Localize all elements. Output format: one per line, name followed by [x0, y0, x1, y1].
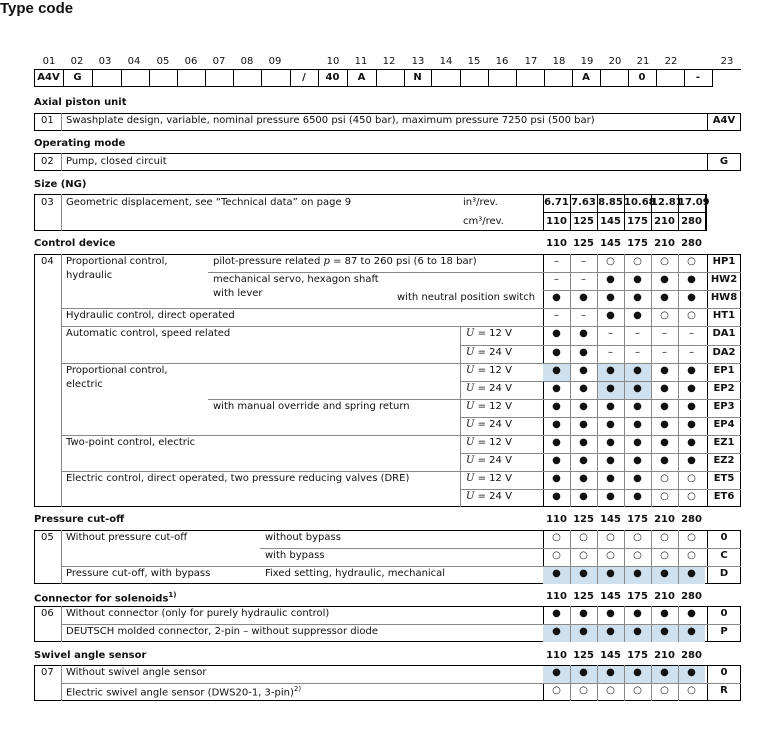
- option-code: HT1: [712, 310, 736, 322]
- type-code-position-label: 06: [184, 56, 198, 67]
- label-hydraulic-direct: Hydraulic control, direct operated: [66, 310, 235, 322]
- availability-symbol: ○: [660, 256, 669, 267]
- label-automatic: Automatic control, speed related: [66, 328, 231, 340]
- availability-symbol: ●: [552, 608, 561, 619]
- option-code: DA1: [712, 328, 736, 340]
- ng-header-175: 175: [627, 514, 648, 525]
- availability-symbol: ●: [552, 328, 561, 340]
- option-code: ET5: [713, 473, 735, 485]
- availability-symbol: ○: [633, 532, 642, 543]
- availability-symbol: ●: [687, 626, 696, 637]
- availability-symbol: –: [662, 328, 667, 340]
- size-unit-cm3: cm³/rev.: [463, 216, 504, 227]
- type-code-cell: [205, 69, 234, 87]
- size-cm3-value: 280: [681, 216, 702, 227]
- type-code-cell: A4V: [34, 69, 64, 87]
- label-prop-hydraulic: Proportional control,: [66, 256, 168, 267]
- availability-symbol: ○: [579, 532, 588, 543]
- availability-symbol: ●: [633, 364, 642, 376]
- availability-symbol: ●: [552, 364, 561, 376]
- ng-header-145: 145: [600, 591, 621, 602]
- section-title-size: Size (NG): [34, 179, 87, 190]
- availability-symbol: ○: [606, 256, 615, 267]
- axial-code: A4V: [712, 115, 736, 126]
- label-without-connector: Without connector (only for purely hydraulic control): [66, 608, 330, 619]
- availability-symbol: ●: [606, 667, 615, 678]
- type-code-cell: [233, 69, 262, 87]
- ng-header-210: 210: [654, 238, 675, 249]
- availability-symbol: –: [581, 256, 586, 267]
- availability-symbol: ●: [579, 473, 588, 485]
- availability-symbol: ●: [633, 491, 642, 503]
- ng-header-145: 145: [600, 514, 621, 525]
- ng-header-110: 110: [546, 514, 567, 525]
- ng-header-210: 210: [654, 650, 675, 661]
- availability-symbol: ●: [552, 400, 561, 412]
- availability-symbol: ●: [606, 626, 615, 637]
- option-code: 0: [720, 667, 728, 678]
- availability-symbol: ●: [633, 667, 642, 678]
- type-code-position-label: 14: [439, 56, 453, 67]
- size-in3-value: 6.71: [544, 197, 569, 208]
- section-title-axial: Axial piston unit: [34, 97, 127, 108]
- connector-index: 06: [41, 608, 54, 619]
- availability-symbol: ○: [606, 532, 615, 543]
- availability-symbol: ●: [633, 274, 642, 286]
- availability-symbol: ●: [552, 491, 561, 503]
- label-two-point: Two-point control, electric: [66, 437, 196, 448]
- availability-symbol: ●: [660, 382, 669, 394]
- label-neutral-switch: with neutral position switch: [397, 292, 536, 304]
- type-code-position-label: 08: [240, 56, 254, 67]
- ng-header-125: 125: [573, 650, 594, 661]
- availability-symbol: ○: [660, 491, 669, 503]
- size-in3-value: 8.85: [598, 197, 623, 208]
- size-in3-value: 7.63: [571, 197, 596, 208]
- availability-symbol: ●: [579, 382, 588, 394]
- availability-symbol: ●: [606, 491, 615, 503]
- availability-symbol: ○: [606, 685, 615, 696]
- availability-symbol: ●: [606, 568, 615, 579]
- ng-header-175: 175: [627, 238, 648, 249]
- voltage-label: U = 12 V: [466, 473, 512, 485]
- availability-symbol: ●: [633, 418, 642, 430]
- option-code: D: [719, 568, 729, 579]
- axial-index: 01: [41, 115, 54, 126]
- availability-symbol: –: [581, 274, 586, 286]
- cutoff-index: 05: [41, 532, 54, 543]
- type-code-cell: A: [572, 69, 601, 87]
- availability-symbol: ●: [687, 364, 696, 376]
- axial-text: Swashplate design, variable, nominal pressure 6500 psi (450 bar), maximum pressure 7250 psi (500 bar): [66, 115, 595, 126]
- availability-symbol: ●: [660, 400, 669, 412]
- availability-symbol: ○: [552, 685, 561, 696]
- size-cm3-value: 210: [654, 216, 675, 227]
- ng-header-110: 110: [546, 591, 567, 602]
- type-code-cell: [121, 69, 150, 87]
- type-code-cell: [149, 69, 178, 87]
- availability-symbol: ●: [660, 608, 669, 619]
- page-title: Type code: [0, 0, 74, 17]
- availability-symbol: ○: [660, 550, 669, 561]
- availability-symbol: ●: [660, 667, 669, 678]
- availability-symbol: –: [608, 328, 613, 340]
- size-in3-value: 12.81: [651, 197, 683, 208]
- type-code-position-label: 22: [664, 56, 678, 67]
- type-code-position-label: 01: [42, 56, 56, 67]
- ng-header-145: 145: [600, 238, 621, 249]
- availability-symbol: –: [554, 274, 559, 286]
- availability-symbol: ●: [687, 382, 696, 394]
- size-unit-in3: in³/rev.: [463, 197, 498, 208]
- availability-symbol: –: [581, 310, 586, 322]
- availability-symbol: ●: [579, 292, 588, 304]
- label-without-sensor: Without swivel angle sensor: [66, 667, 207, 678]
- size-text: Geometric displacement, see “Technical data” on page 9: [66, 197, 352, 208]
- label-pilot-pressure: pilot-pressure related p = 87 to 260 psi (6 to 18 bar): [213, 256, 477, 267]
- option-code: HW8: [710, 292, 738, 304]
- type-code-position-label: 02: [70, 56, 84, 67]
- availability-symbol: ○: [552, 550, 561, 561]
- availability-symbol: ●: [552, 667, 561, 678]
- availability-symbol: ●: [633, 310, 642, 322]
- type-code-position-label: 03: [98, 56, 112, 67]
- availability-symbol: ●: [606, 292, 615, 304]
- ng-header-145: 145: [600, 650, 621, 661]
- size-in3-value: 17.09: [678, 197, 710, 208]
- availability-symbol: ●: [579, 400, 588, 412]
- type-code-cell: [656, 69, 685, 87]
- availability-symbol: ●: [579, 437, 588, 448]
- label-cutoff-with-bypass: Pressure cut-off, with bypass: [66, 568, 211, 579]
- availability-symbol: ●: [552, 473, 561, 485]
- availability-symbol: ●: [606, 437, 615, 448]
- section-title-cutoff: Pressure cut-off: [34, 514, 125, 525]
- operating-index: 02: [41, 156, 54, 167]
- type-code-cell: A: [347, 69, 377, 87]
- type-code-position-label: 09: [268, 56, 282, 67]
- type-code-position-label: 11: [354, 56, 368, 67]
- label-manual-override: with manual override and spring return: [213, 400, 410, 412]
- availability-symbol: ○: [633, 550, 642, 561]
- label-mechanical-servo: mechanical servo, hexagon shaft: [213, 274, 379, 286]
- type-code-position-label: 12: [382, 56, 396, 67]
- ng-header-280: 280: [681, 238, 702, 249]
- availability-symbol: ●: [687, 568, 696, 579]
- label-prop-electric: Proportional control,: [66, 364, 168, 376]
- availability-symbol: ●: [606, 418, 615, 430]
- availability-symbol: ●: [579, 608, 588, 619]
- availability-symbol: –: [554, 310, 559, 322]
- ng-header-175: 175: [627, 591, 648, 602]
- label-prop-hydraulic-2: hydraulic: [66, 270, 113, 281]
- availability-symbol: ●: [552, 418, 561, 430]
- availability-symbol: ●: [579, 455, 588, 467]
- type-code-cell: /: [290, 69, 319, 87]
- type-code-cell: N: [404, 69, 432, 87]
- availability-symbol: ●: [579, 491, 588, 503]
- ng-header-210: 210: [654, 591, 675, 602]
- label-without-cutoff: Without pressure cut-off: [66, 532, 188, 543]
- option-code: EZ1: [713, 437, 735, 448]
- type-code-position-label: 07: [212, 56, 226, 67]
- voltage-label: U = 12 V: [466, 364, 512, 376]
- availability-symbol: ●: [633, 473, 642, 485]
- type-code-position-label: 19: [580, 56, 594, 67]
- availability-symbol: ●: [687, 667, 696, 678]
- availability-symbol: ●: [633, 455, 642, 467]
- size-cm3-value: 110: [546, 216, 567, 227]
- availability-symbol: ●: [606, 400, 615, 412]
- label-deutsch-connector: DEUTSCH molded connector, 2-pin – without suppressor diode: [66, 626, 379, 637]
- availability-symbol: ●: [687, 292, 696, 304]
- availability-symbol: ○: [687, 532, 696, 543]
- availability-symbol: ●: [633, 292, 642, 304]
- size-cm3-value: 125: [573, 216, 594, 227]
- option-code: 0: [720, 608, 728, 619]
- availability-symbol: ●: [552, 346, 561, 358]
- voltage-label: U = 12 V: [466, 437, 512, 448]
- option-code: C: [720, 550, 728, 561]
- control-index: 04: [41, 256, 54, 267]
- availability-symbol: ●: [606, 473, 615, 485]
- label-with-bypass: with bypass: [265, 550, 325, 561]
- type-code-cell: [544, 69, 573, 87]
- availability-symbol: –: [635, 346, 640, 358]
- label-with-lever: with lever: [213, 288, 263, 300]
- option-code: 0: [720, 532, 728, 543]
- availability-symbol: ●: [660, 292, 669, 304]
- ng-header-280: 280: [681, 514, 702, 525]
- section-title-swivel: Swivel angle sensor: [34, 650, 147, 661]
- availability-symbol: –: [689, 346, 694, 358]
- availability-symbol: ●: [687, 274, 696, 286]
- type-code-cell: G: [63, 69, 93, 87]
- option-code: R: [720, 685, 728, 696]
- availability-symbol: –: [689, 328, 694, 340]
- label-prop-electric-2: electric: [66, 378, 103, 390]
- voltage-label: U = 12 V: [466, 400, 512, 412]
- option-code: DA2: [712, 346, 736, 358]
- availability-symbol: ●: [606, 455, 615, 467]
- availability-symbol: ●: [633, 400, 642, 412]
- type-code-position-label: 04: [127, 56, 141, 67]
- availability-symbol: ●: [552, 568, 561, 579]
- option-code: EP3: [713, 400, 735, 412]
- availability-symbol: –: [608, 346, 613, 358]
- type-code-cell: [92, 69, 122, 87]
- availability-symbol: ●: [660, 626, 669, 637]
- option-code: P: [720, 626, 728, 637]
- availability-symbol: ○: [687, 256, 696, 267]
- type-code-position-label: 05: [156, 56, 170, 67]
- type-code-cell: -: [684, 69, 713, 87]
- availability-symbol: –: [635, 328, 640, 340]
- availability-symbol: ●: [552, 292, 561, 304]
- type-code-cell: [488, 69, 517, 87]
- section-title-connector: Connector for solenoids$^{1)}$: [34, 591, 177, 605]
- availability-symbol: ●: [633, 382, 642, 394]
- availability-symbol: ●: [552, 455, 561, 467]
- option-code: HW2: [710, 274, 738, 286]
- size-in3-value: 10.68: [624, 197, 656, 208]
- availability-symbol: ○: [687, 310, 696, 322]
- availability-symbol: ●: [552, 437, 561, 448]
- availability-symbol: ○: [606, 550, 615, 561]
- availability-symbol: ○: [633, 256, 642, 267]
- label-dre: Electric control, direct operated, two pressure reducing valves (DRE): [66, 473, 410, 485]
- voltage-label: U = 12 V: [466, 328, 512, 340]
- availability-symbol: ●: [606, 608, 615, 619]
- type-code-position-label: 16: [495, 56, 509, 67]
- type-code-cell: [376, 69, 405, 87]
- type-code-position-label: 15: [467, 56, 481, 67]
- availability-symbol: ●: [660, 274, 669, 286]
- availability-symbol: ●: [606, 382, 615, 394]
- operating-code: G: [719, 156, 729, 167]
- availability-symbol: ●: [633, 437, 642, 448]
- availability-symbol: ●: [552, 382, 561, 394]
- type-code-position-label: 23: [720, 56, 734, 67]
- availability-symbol: ●: [687, 400, 696, 412]
- type-code-cell: [261, 69, 291, 87]
- availability-symbol: ●: [660, 437, 669, 448]
- availability-symbol: ○: [579, 685, 588, 696]
- ng-header-110: 110: [546, 650, 567, 661]
- size-index: 03: [41, 197, 54, 208]
- availability-symbol: ●: [579, 346, 588, 358]
- availability-symbol: ●: [687, 608, 696, 619]
- voltage-label: U = 24 V: [466, 382, 512, 394]
- ng-header-125: 125: [573, 514, 594, 525]
- operating-text: Pump, closed circuit: [66, 156, 167, 167]
- option-code: HP1: [712, 256, 736, 267]
- label-electric-sensor: Electric swivel angle sensor (DWS20-1, 3-pin)$^{2)}$: [66, 685, 302, 699]
- availability-symbol: ●: [660, 418, 669, 430]
- voltage-label: U = 24 V: [466, 455, 512, 467]
- availability-symbol: ●: [687, 418, 696, 430]
- size-cm3-value: 175: [627, 216, 648, 227]
- ng-header-125: 125: [573, 238, 594, 249]
- availability-symbol: ●: [660, 455, 669, 467]
- availability-symbol: ○: [552, 532, 561, 543]
- availability-symbol: ○: [687, 491, 696, 503]
- availability-symbol: ●: [579, 364, 588, 376]
- section-title-operating: Operating mode: [34, 138, 126, 149]
- option-code: EP2: [713, 382, 735, 394]
- availability-symbol: ●: [606, 310, 615, 322]
- ng-header-210: 210: [654, 514, 675, 525]
- swivel-index: 07: [41, 667, 54, 678]
- availability-symbol: ●: [579, 568, 588, 579]
- availability-symbol: ●: [660, 568, 669, 579]
- type-code-cell: 0: [628, 69, 657, 87]
- availability-symbol: ●: [633, 608, 642, 619]
- type-code-cell: 40: [318, 69, 348, 87]
- section-title-control: Control device: [34, 238, 116, 249]
- availability-symbol: ●: [606, 274, 615, 286]
- label-without-bypass: without bypass: [265, 532, 341, 543]
- availability-symbol: ○: [660, 473, 669, 485]
- voltage-label: U = 24 V: [466, 346, 512, 358]
- ng-header-280: 280: [681, 650, 702, 661]
- ng-header-110: 110: [546, 238, 567, 249]
- ng-header-175: 175: [627, 650, 648, 661]
- type-code-position-label: 10: [326, 56, 340, 67]
- availability-symbol: ○: [687, 473, 696, 485]
- type-code-cell: [600, 69, 629, 87]
- type-code-position-label: 17: [524, 56, 538, 67]
- ng-header-125: 125: [573, 591, 594, 602]
- option-code: EP4: [713, 418, 735, 430]
- availability-symbol: ○: [660, 685, 669, 696]
- type-code-cell: [431, 69, 461, 87]
- availability-symbol: ●: [579, 418, 588, 430]
- type-code-position-label: 21: [636, 56, 650, 67]
- label-fixed-setting: Fixed setting, hydraulic, mechanical: [265, 568, 446, 579]
- availability-symbol: ○: [687, 550, 696, 561]
- availability-symbol: –: [554, 256, 559, 267]
- availability-symbol: ●: [633, 626, 642, 637]
- availability-symbol: ●: [687, 437, 696, 448]
- availability-symbol: ○: [579, 550, 588, 561]
- availability-symbol: ○: [660, 310, 669, 322]
- voltage-label: U = 24 V: [466, 491, 512, 503]
- availability-symbol: –: [662, 346, 667, 358]
- option-code: ET6: [713, 491, 735, 503]
- type-code-cell: [177, 69, 206, 87]
- ng-header-280: 280: [681, 591, 702, 602]
- type-code-position-label: 18: [552, 56, 566, 67]
- voltage-label: U = 24 V: [466, 418, 512, 430]
- availability-symbol: ○: [660, 532, 669, 543]
- size-cm3-value: 145: [600, 216, 621, 227]
- type-code-position-label: 13: [411, 56, 425, 67]
- availability-symbol: ●: [633, 568, 642, 579]
- type-code-cell: [516, 69, 545, 87]
- option-code: EZ2: [713, 455, 735, 467]
- type-code-position-label: 20: [608, 56, 622, 67]
- availability-symbol: ○: [633, 685, 642, 696]
- type-code-cell: [460, 69, 489, 87]
- availability-symbol: ●: [579, 667, 588, 678]
- availability-symbol: ●: [687, 455, 696, 467]
- availability-symbol: ●: [660, 364, 669, 376]
- availability-symbol: ●: [552, 626, 561, 637]
- availability-symbol: ●: [579, 328, 588, 340]
- availability-symbol: ●: [606, 364, 615, 376]
- availability-symbol: ●: [579, 626, 588, 637]
- option-code: EP1: [713, 364, 735, 376]
- availability-symbol: ○: [687, 685, 696, 696]
